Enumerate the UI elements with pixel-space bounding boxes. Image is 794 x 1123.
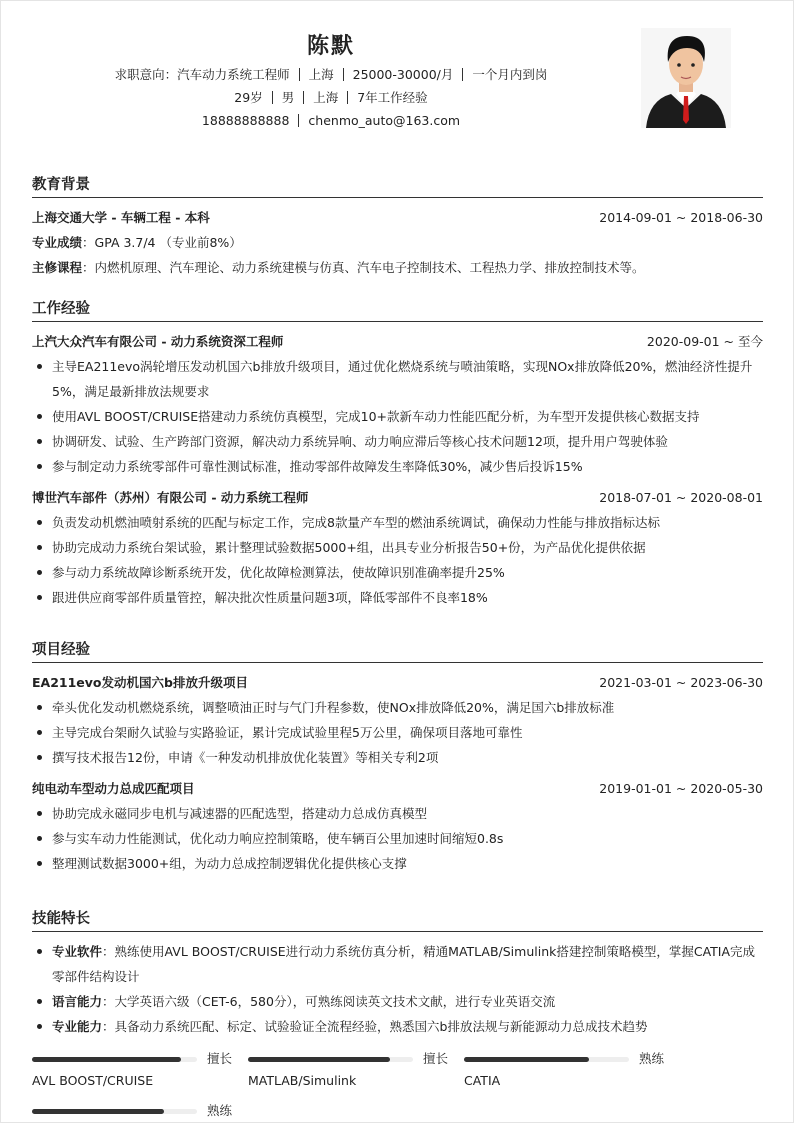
email: chenmo_auto@163.com: [308, 113, 461, 128]
project-title: 纯电动车型动力总成匹配项目: [32, 781, 195, 796]
skill-level-fill: [32, 1109, 164, 1114]
experience-years: 7年工作经验: [357, 90, 428, 105]
gpa: 专业成绩：GPA 3.7/4 （专业前8%）: [32, 235, 242, 250]
skill-level: 熟练: [639, 1051, 665, 1066]
list-item: 参与实车动力性能测试，优化动力响应控制策略，使车辆百公里加速时间缩短0.8s: [32, 826, 763, 851]
profile-photo: [641, 28, 731, 128]
list-item: 主导完成台架耐久试验与实路验证，累计完成试验里程5万公里，确保项目落地可靠性: [32, 720, 763, 745]
job-intention-line: [1, 63, 661, 86]
list-item: 撰写技术报告12份，申请《一种发动机排放优化装置》等相关专利2项: [32, 745, 763, 770]
list-item: 专业软件：熟练使用AVL BOOST/CRUISE进行动力系统仿真分析，精通MATLAB/Simulink搭建控制策略模型，掌握CATIA完成零部件结构设计: [32, 939, 763, 989]
city: 上海: [308, 67, 334, 82]
date-range: 2020-09-01 ~ 至今: [646, 334, 763, 349]
section-title: 工作经验: [32, 296, 763, 322]
project-entry: [32, 670, 763, 770]
list-item: 主导EA211evo涡轮增压发动机国六b排放升级项目，通过优化燃烧系统与喷油策略，实现NOx排放降低20%，燃油经济性提升5%，满足最新排放法规要求: [32, 354, 763, 404]
contact-line: [1, 109, 661, 132]
skill-level: 擅长: [423, 1051, 449, 1066]
list-item: 协助完成动力系统台架试验，累计整理试验数据5000+组，出具专业分析报告50+份，为产品优化提供依据: [32, 535, 763, 560]
availability: 一个月内到岗: [472, 67, 548, 82]
candidate-name: 陈默: [306, 34, 355, 59]
section-title: 教育背景: [32, 172, 763, 198]
list-item: 协调研发、试验、生产跨部门资源，解决动力系统异响、动力响应滞后等核心技术问题12项，提升用户驾驶体验: [32, 429, 763, 454]
list-item: 负责发动机燃油喷射系统的匹配与标定工作，完成8款量产车型的燃油系统调试，确保动力性能与排放指标达标: [32, 510, 763, 535]
list-item: 参与动力系统故障诊断系统开发，优化故障检测算法，使故障识别准确率提升25%: [32, 560, 763, 585]
date-range: 2014-09-01 ~ 2018-06-30: [599, 210, 763, 225]
skill-name: AVL BOOST/CRUISE: [32, 1073, 154, 1088]
project-title: EA211evo发动机国六b排放升级项目: [32, 675, 248, 690]
section-title: 技能特长: [32, 906, 763, 932]
list-item: 协助完成永磁同步电机与减速器的匹配选型，搭建动力总成仿真模型: [32, 801, 763, 826]
skills-section: [32, 906, 763, 1039]
list-item: 跟进供应商零部件质量管控，解决批次性质量问题3项，降低零部件不良率18%: [32, 585, 763, 610]
job-title: 上汽大众汽车有限公司 - 动力系统资深工程师: [32, 334, 284, 349]
date-range: 2019-01-01 ~ 2020-05-30: [599, 781, 763, 796]
list-item: 使用AVL BOOST/CRUISE搭建动力系统仿真模型，完成10+款新车动力性能匹配分析，为车型开发提供核心数据支持: [32, 404, 763, 429]
job-target: 求职意向：汽车动力系统工程师: [114, 67, 290, 82]
projects-section: [32, 637, 763, 876]
education-entry: [32, 205, 763, 230]
work-section: [32, 296, 763, 610]
skill-level-fill: [32, 1057, 181, 1062]
basic-info-line: [1, 86, 661, 109]
skill-name: CATIA: [464, 1073, 501, 1088]
job-entry: [32, 329, 763, 479]
skill-level: 熟练: [207, 1103, 233, 1118]
job-entry: [32, 485, 763, 610]
age: 29岁: [234, 90, 263, 105]
list-item: 专业能力：具备动力系统匹配、标定、试验验证全流程经验，熟悉国六b排放法规与新能源动力总成技术趋势: [32, 1014, 763, 1039]
school: 上海交通大学 - 车辆工程 - 本科: [32, 210, 210, 225]
skill-level: 擅长: [207, 1051, 233, 1066]
education-section: [32, 172, 763, 280]
list-item: 牵头优化发动机燃烧系统，调整喷油正时与气门升程参数，使NOx排放降低20%，满足国六b排放标准: [32, 695, 763, 720]
phone: 18888888888: [201, 113, 290, 128]
skill-level-fill: [248, 1057, 390, 1062]
section-title: 项目经验: [32, 637, 763, 663]
date-range: 2021-03-01 ~ 2023-06-30: [599, 675, 763, 690]
date-range: 2018-07-01 ~ 2020-08-01: [599, 490, 763, 505]
resume-header: [1, 31, 661, 132]
gender: 男: [281, 90, 295, 105]
list-item: 参与制定动力系统零部件可靠性测试标准，推动零部件故障发生率降低30%，减少售后投诉15%: [32, 454, 763, 479]
courses: 主修课程：内燃机原理、汽车理论、动力系统建模与仿真、汽车电子控制技术、工程热力学、排放控制技术等。: [32, 260, 645, 275]
location: 上海: [313, 90, 339, 105]
job-title: 博世汽车部件（苏州）有限公司 - 动力系统工程师: [32, 490, 309, 505]
salary: 25000-30000/月: [352, 67, 454, 82]
skill-level-fill: [464, 1057, 589, 1062]
list-item: 语言能力：大学英语六级（CET-6，580分），可熟练阅读英文技术文献，进行专业英语交流: [32, 989, 763, 1014]
skill-name: MATLAB/Simulink: [248, 1073, 357, 1088]
project-entry: [32, 776, 763, 876]
list-item: 整理测试数据3000+组，为动力总成控制逻辑优化提供核心支撑: [32, 851, 763, 876]
